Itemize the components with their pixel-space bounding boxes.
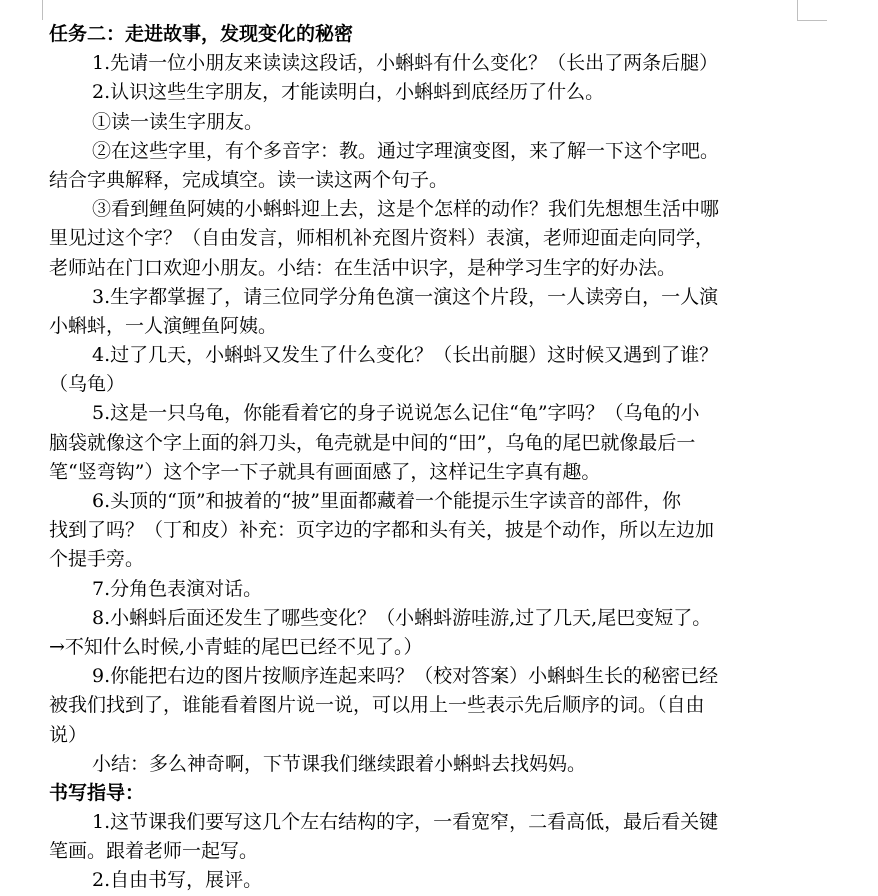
text-line: ②在这些字里，有个多音字：教。通过字理演变图，来了解一下这个字吧。 [92,139,720,162]
text-line: 笔“竖弯钩”）这个字一下子就具有画面感了，这样记生字真有趣。 [49,460,601,483]
task2-paragraphs [49,49,809,779]
crop-mark-top-right-vertical [797,0,798,20]
text-line: ①读一读生字朋友。 [92,110,264,133]
text-line: 4.过了几天，小蝌蚪又发生了什么变化？（长出前腿）这时候又遇到了谁？ [92,344,719,367]
text-line: →不知什么时候,小青蛙的尾巴已经不见了。） [49,635,423,658]
text-line: 找到了吗？（丁和皮）补充：页字边的字都和头有关，披是个动作，所以左边加 [49,519,715,542]
text-line: 个提手旁。 [49,548,145,571]
text-line: 6.头顶的“顶”和披着的“披”里面都藏着一个能提示生字读音的部件，你 [92,490,681,512]
text-line: 里见过这个字？（自由发言，师相机补充图片资料）表演，老师迎面走向同学， [49,227,715,250]
text-line: 小结：多么神奇啊，下节课我们继续跟着小蝌蚪去找妈妈。 [92,752,587,775]
text-line: ③看到鲤鱼阿姨的小蝌蚪迎上去，这是个怎样的动作？我们先想想生活中哪 [92,198,720,221]
text-line: 7.分角色表演对话。 [92,577,263,600]
text-line: （乌龟） [49,373,126,396]
section-heading-writing: 书写指导： [49,781,145,804]
text-line: 3.生字都掌握了，请三位同学分角色演一演这个片段，一人读旁白，一人演 [92,285,719,308]
text-line: 5.这是一只乌龟，你能看着它的身子说说怎么记住“龟”字吗？（乌龟的小 [92,402,700,425]
text-line: 说） [49,723,88,746]
text-line: 9.你能把右边的图片按顺序连起来吗？（校对答案）小蝌蚪生长的秘密已经 [92,665,719,688]
section-heading-task2: 任务二：走进故事，发现变化的秘密 [49,23,354,45]
writing-paragraphs [49,808,809,896]
text-line: 老师站在门口欢迎小朋友。小结：在生活中识字，是种学习生字的好办法。 [49,256,677,279]
text-line: 结合字典解释，完成填空。读一读这两个句子。 [49,168,449,191]
document-body [49,20,809,896]
text-line: 2.自由书写，展评。 [92,869,263,892]
text-line: 1.这节课我们要写这几个左右结构的字，一看宽窄，二看高低，最后看关键 [92,811,719,834]
crop-mark-top-left [42,0,43,20]
text-line: 1.先请一位小朋友来读读这段话，小蝌蚪有什么变化？（长出了两条后腿） [92,52,719,75]
text-line: 脑袋就像这个字上面的斜刀头，龟壳就是中间的“田”，乌龟的尾巴就像最后一 [49,431,696,454]
text-line: 笔画。跟着老师一起写。 [49,840,259,863]
text-line: 小蝌蚪，一人演鲤鱼阿姨。 [49,314,278,337]
text-line: 2.认识这些生字朋友，才能读明白，小蝌蚪到底经历了什么。 [92,81,605,104]
text-line: 8.小蝌蚪后面还发生了哪些变化？（小蝌蚪游哇游,过了几天,尾巴变短了。 [92,606,712,629]
text-line: 被我们找到了，谁能看着图片说一说，可以用上一些表示先后顺序的词。（自由 [49,694,705,717]
